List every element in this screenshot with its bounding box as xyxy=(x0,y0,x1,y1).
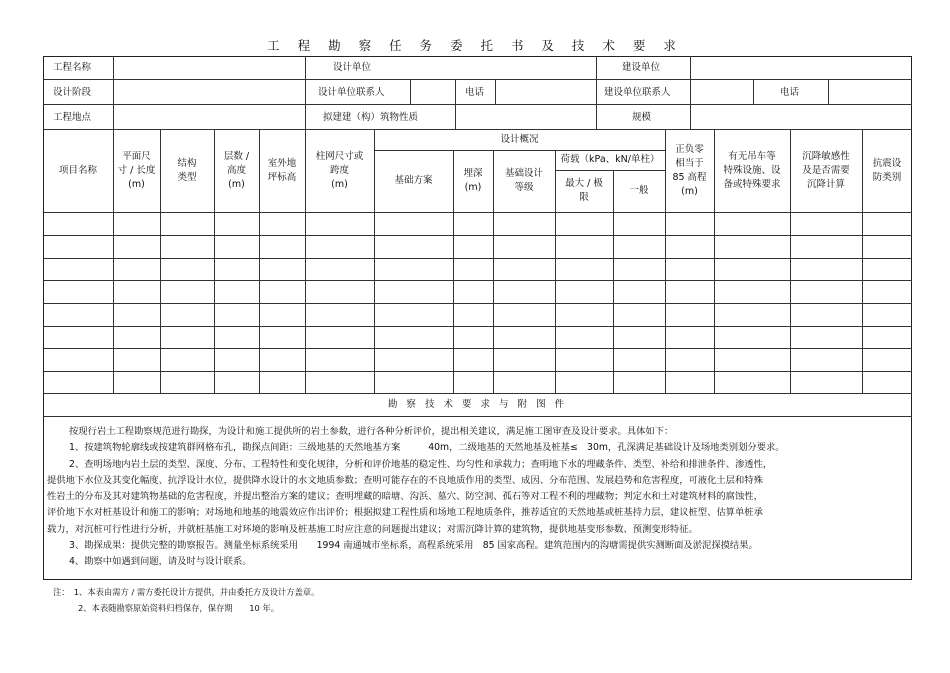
row-divider xyxy=(43,371,912,372)
requirements-paragraph: 3、勘探成果：提供完整的勘察报告。测量坐标系统采用 1994 南通城市坐标系，高程系统采用 85 国家高程。建筑范围内的沟塘需提供实测断面及淤泥探摸结果。 xyxy=(69,540,758,552)
col-divider xyxy=(753,79,754,104)
header-settlement: 沉降敏感性 及是否需要 沉降计算 xyxy=(802,150,850,190)
header-plan-size: 平面尺 寸 / 长度 (m) xyxy=(117,150,156,190)
requirements-paragraph: 按现行岩土工程勘察规范进行勘探，为设计和施工提供所的岩土参数，进行各种分析评价，提出相关建议，满足施工图审查及设计要求。具体如下： xyxy=(69,426,674,437)
label-design-stage: 设计阶段 xyxy=(53,87,92,98)
label-design-contact: 设计单位联系人 xyxy=(318,87,385,98)
header-load: 荷载（kPa、kN/单柱） xyxy=(560,154,660,165)
label-phone-design: 电话 xyxy=(465,87,485,98)
row-divider xyxy=(43,416,912,417)
header-seismic: 抗震设 防类别 xyxy=(872,157,902,183)
requirements-paragraph: 2、查明场地内岩土层的类型、深度、分布、工程特性和变化规律，分析和评价地基的稳定性、均匀性和承载力；查明地下水的埋藏条件、类型、补给和排泄条件、渗透性， xyxy=(69,458,773,470)
row-divider xyxy=(43,280,912,281)
col-divider xyxy=(410,79,411,104)
header-depth: 埋深 (m) xyxy=(463,168,483,193)
header-foundation-grade: 基础设计 等级 xyxy=(504,168,543,193)
col-divider xyxy=(828,79,829,104)
label-phone-build: 电话 xyxy=(780,87,800,98)
requirements-paragraph: 评价地下水对桩基设计和施工的影响；对场地和地基的地震效应作出评价；根据拟建工程性质和场地工程地质条件，推荐适宜的天然地基或桩基持力层，建议桩型、估算单桩承 xyxy=(47,507,763,519)
header-design-overview: 设计概况 xyxy=(500,133,539,145)
header-column-grid: 柱网尺寸或 跨度 (m) xyxy=(315,150,364,190)
header-load-general: 一般 xyxy=(629,185,649,196)
label-scale: 规模 xyxy=(632,112,652,123)
footnote: 2、本表随勘察原始资料归档保存，保存期 10 年。 xyxy=(78,603,280,613)
label-location: 工程地点 xyxy=(53,112,92,123)
header-item-name: 项目名称 xyxy=(58,164,97,176)
requirements-paragraph: 载力，对沉桩可行性进行分析，并就桩基施工对环境的影响及桩基施工时应注意的问题提出建议；对需沉降计算的建筑物，提供地基变形参数、预测变形特征。 xyxy=(47,523,698,535)
row-divider xyxy=(43,258,912,259)
header-load-max: 最大 / 极 限 xyxy=(565,178,603,203)
document-title: 工 程 勘 察 任 务 委 托 书 及 技 术 要 求 xyxy=(267,38,683,53)
row-divider xyxy=(43,212,912,213)
col-divider xyxy=(690,56,691,129)
row-divider xyxy=(43,235,912,236)
row-divider xyxy=(43,303,912,304)
col-divider xyxy=(596,56,597,129)
label-design-unit: 设计单位 xyxy=(333,62,372,73)
requirements-paragraph: 4、勘察中如遇到问题，请及时与设计联系。 xyxy=(69,556,252,568)
col-divider xyxy=(455,79,456,129)
requirements-text xyxy=(47,424,907,571)
label-project-name: 工程名称 xyxy=(53,62,92,73)
row-divider xyxy=(43,348,912,349)
row-divider xyxy=(43,104,912,105)
row-divider xyxy=(43,79,912,80)
header-structure: 结构 类型 xyxy=(177,157,197,183)
requirements-paragraph: 1、按建筑物轮廓线或按建筑群网格布孔，勘探点间距：三级地基的天然地基方案 40m，二级地基的天然地基及桩基≤ 30m，孔深满足基础设计及场地类别划分要求。 xyxy=(69,442,785,454)
header-foundation-plan: 基础方案 xyxy=(394,175,433,186)
header-outdoor-level: 室外地 坪标高 xyxy=(267,157,297,183)
header-zero-level: 正负零 相当于 85 高程 (m) xyxy=(672,143,707,197)
header-floors: 层数 / 高度 (m) xyxy=(223,150,250,190)
requirements-paragraph: 性岩土的分布及其对建筑物基础的危害程度，并提出整治方案的建议；查明埋藏的暗塘、沟浜、墓穴、防空洞、孤石等对工程不利的埋藏物；判定水和土对建筑材料的腐蚀性， xyxy=(47,491,763,503)
col-divider xyxy=(305,56,306,129)
footnote: 注： 1、本表由需方 / 需方委托设计方提供，并由委托方及设计方盖章。 xyxy=(53,587,320,597)
col-divider xyxy=(495,79,496,104)
row-divider xyxy=(43,326,912,327)
requirements-heading: 勘 察 技 术 要 求 与 附 图 件 xyxy=(387,398,568,410)
col-divider xyxy=(113,56,114,129)
header-crane: 有无吊车等 特殊设施、设 备或特殊要求 xyxy=(723,150,781,190)
label-build-unit: 建设单位 xyxy=(622,62,661,73)
label-build-contact: 建设单位联系人 xyxy=(604,87,671,98)
requirements-paragraph: 提供地下水位及其变化幅度、抗浮设计水位，提供降水设计的水文地质参数；查明可能存在的不良地质作用的类型、成因、分布范围、发展趋势和危害程度，可液化土层和特殊 xyxy=(47,474,763,486)
label-planned-building: 拟建建（构）筑物性质 xyxy=(323,112,419,123)
